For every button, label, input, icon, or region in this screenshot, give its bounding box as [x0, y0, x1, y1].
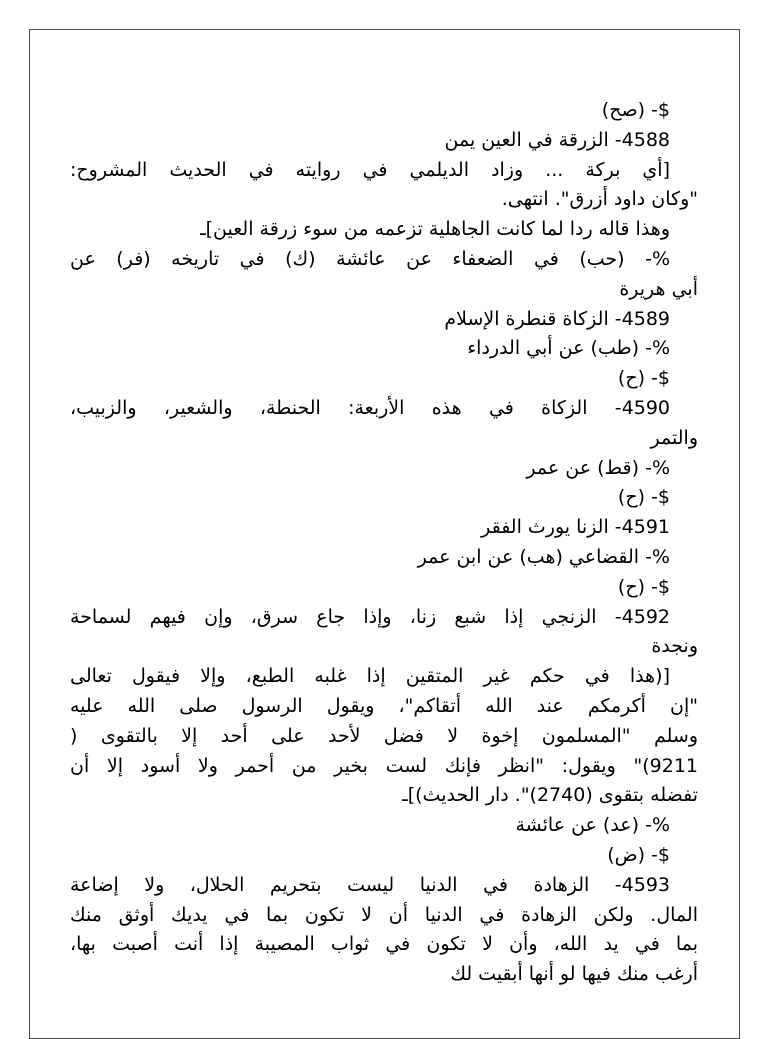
text-line: %- (قط) عن عمر — [526, 456, 670, 479]
text-line: $- (ح) — [617, 575, 670, 598]
text-line: $- (ض) — [607, 843, 670, 866]
text-line: $- (ح) — [617, 486, 670, 509]
text-line: بما في يد الله، وأن لا تكون في ثواب المصيبة إذا أنت أصبت بها، — [70, 933, 698, 956]
text-line: "وكان داود أزرق". انتهى. — [501, 188, 698, 211]
text-line: [أي بركة ... وزاد الديلمي في روايته في الحديث المشروح: — [70, 158, 670, 181]
text-line: 4592- الزنجي إذا شبع زنا، وإذا جاع سرق، وإن فيهم لسماحة — [70, 605, 670, 628]
text-line: "إن أكرمكم عند الله أتقاكم"، ويقول الرسول صلى الله عليه — [70, 694, 698, 717]
text-line: والتمر — [650, 426, 698, 449]
text-line: المال. ولكن الزهادة في الدنيا أن لا تكون بما في يديك أوثق منك — [70, 903, 698, 926]
text-line: $- (صح) — [601, 99, 670, 121]
text-line: 4593- الزهادة في الدنيا ليست بتحريم الحلال، ولا إضاعة — [70, 873, 670, 896]
text-line: أرغب منك فيها لو أنها أبقيت لك — [450, 963, 698, 986]
text-line: وسلم "المسلمون إخوة لا فضل لأحد على أحد إلا بالتقوى ( — [70, 724, 698, 747]
text-line: %- (طب) عن أبي الدرداء — [467, 337, 670, 360]
text-line: $- (ح) — [617, 367, 670, 390]
text-line: وهذا قاله ردا لما كانت الجاهلية تزعمه من سوء زرقة العين]ـ — [200, 218, 670, 241]
text-line: 4588- الزرقة في العين يمن — [444, 128, 670, 151]
text-line: [(هذا في حكم غير المتقين إذا غلبه الطبع، وإلا فيقول تعالى — [70, 665, 670, 688]
text-line: %- (عد) عن عائشة — [515, 814, 670, 837]
text-line: 9211)" ويقول: "انظر فإنك لست بخير من أحمر ولا أسود إلا أن — [70, 754, 698, 777]
text-line: تفضله بتقوى (2740)". دار الحديث)]ـ — [402, 784, 698, 807]
text-line: 4589- الزكاة قنطرة الإسلام — [444, 307, 670, 330]
text-line: أبي هريرة — [619, 277, 698, 300]
text-line: %- القضاعي (هب) عن ابن عمر — [417, 545, 670, 568]
text-line: 4590- الزكاة في هذه الأربعة: الحنطة، والشعير، والزبيب، — [70, 396, 670, 419]
text-line: ونجدة — [651, 635, 698, 658]
document-body — [70, 96, 698, 990]
text-line: 4591- الزنا يورث الفقر — [481, 516, 670, 539]
text-line: %- (حب) في الضعفاء عن عائشة (ك) في تاريخه (فر) عن — [70, 247, 670, 270]
